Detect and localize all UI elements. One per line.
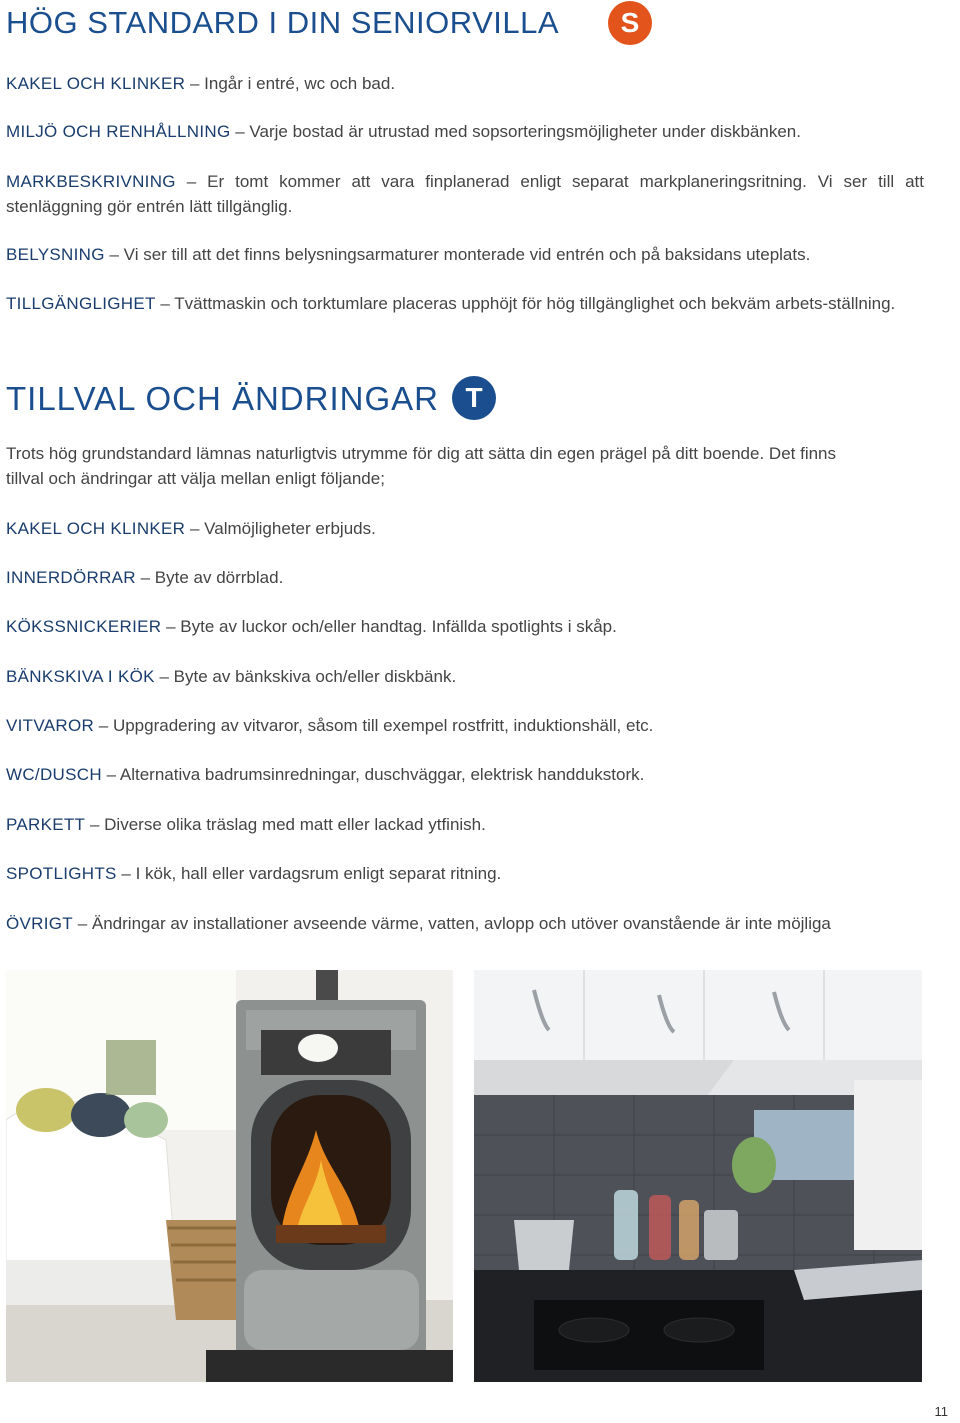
item-term: SPOTLIGHTS (6, 864, 117, 883)
item-text: Valmöjligheter erbjuds. (204, 519, 376, 538)
item-term: KAKEL OCH KLINKER (6, 519, 186, 538)
tillval-item-ovrigt (6, 912, 924, 937)
item-term: BELYSNING (6, 245, 105, 264)
item-dash: – (185, 74, 205, 93)
item-dash: – (85, 815, 105, 834)
standard-item-markbeskrivning (6, 170, 924, 219)
item-text: I kök, hall eller vardagsrum enligt separat ritning. (135, 864, 502, 883)
item-term: MILJÖ OCH RENHÅLLNING (6, 122, 231, 141)
item-term: BÄNKSKIVA I KÖK (6, 667, 155, 686)
item-dash: – (101, 765, 120, 784)
photo-wood-stove (6, 970, 453, 1382)
photo-kitchen (474, 970, 922, 1382)
item-text: Byte av bänkskiva och/eller diskbänk. (173, 667, 457, 686)
item-dash: – (161, 617, 181, 636)
item-term: VITVAROR (6, 716, 95, 735)
item-term: ÖVRIGT (6, 914, 73, 933)
page-title: HÖG STANDARD I DIN SENIORVILLA (6, 5, 560, 40)
item-dash: – (154, 667, 174, 686)
item-dash: – (94, 716, 113, 735)
tillval-item-vitvaror (6, 714, 924, 739)
item-text: Varje bostad är utrustad med sopsorteringsmöjligheter under diskbänken. (249, 122, 801, 141)
tillval-item-kokssnickerier (6, 615, 924, 640)
item-text: Er tomt kommer att vara finplanerad enligt separat markplaneringsritning. Vi ser till att stenläggning gör entrén lätt tillgänglig. (6, 172, 924, 216)
item-text: Ändringar av installationer avseende värme, vatten, avlopp och utöver ovanstående är inte möjliga (91, 914, 831, 933)
standard-item-miljo (6, 120, 924, 145)
tillval-item-parkett (6, 813, 924, 838)
standard-item-kakel (6, 72, 924, 97)
standard-item-tillganglighet (6, 292, 924, 317)
item-term: TILLGÄNGLIGHET (6, 294, 156, 313)
item-text: Byte av luckor och/eller handtag. Infällda spotlights i skåp. (180, 617, 617, 636)
item-text: Tvättmaskin och torktumlare placeras upphöjt för hög tillgänglighet och bekväm arbets-ställning. (174, 294, 896, 313)
wood-stove-illustration (6, 970, 453, 1382)
item-text: Diverse olika träslag med matt eller lackad ytfinish. (104, 815, 486, 834)
item-dash: – (116, 864, 136, 883)
item-dash: – (185, 519, 205, 538)
item-term: KÖKSSNICKERIER (6, 617, 162, 636)
item-text: Byte av dörrblad. (154, 568, 284, 587)
tillval-item-spotlights (6, 862, 924, 887)
tillval-item-bankskiva (6, 665, 924, 690)
standard-s-badge-icon: S (608, 1, 652, 45)
item-term: WC/DUSCH (6, 765, 102, 784)
kitchen-illustration (474, 970, 922, 1382)
item-dash: – (175, 172, 208, 191)
item-text: Alternativa badrumsinredningar, duschväggar, elektrisk handdukstork. (119, 765, 645, 784)
tillval-item-innerdorrar (6, 566, 924, 591)
section-title-tillval: TILLVAL OCH ÄNDRINGAR (6, 380, 439, 417)
item-text: Ingår i entré, wc och bad. (204, 74, 396, 93)
item-term: MARKBESKRIVNING (6, 172, 176, 191)
item-dash: – (230, 122, 250, 141)
item-term: INNERDÖRRAR (6, 568, 136, 587)
item-dash: – (155, 294, 175, 313)
tillval-item-wc-dusch (6, 763, 924, 788)
page-number: 11 (934, 1404, 948, 1419)
item-term: PARKETT (6, 815, 86, 834)
standard-item-belysning (6, 243, 924, 268)
item-term: KAKEL OCH KLINKER (6, 74, 186, 93)
tillval-intro: Trots hög grundstandard lämnas naturligtvis utrymme för dig att sätta din egen prägel på ditt boende. Det finns tillval och ändringar att välja mellan enligt följande; (6, 444, 837, 488)
item-text: Vi ser till att det finns belysningsarmaturer monterade vid entrén och på baksidans uteplats. (123, 245, 811, 264)
item-dash: – (72, 914, 92, 933)
item-dash: – (104, 245, 124, 264)
tillval-t-badge-icon: T (452, 376, 496, 420)
item-dash: – (135, 568, 155, 587)
tillval-item-kakel (6, 517, 924, 542)
item-text: Uppgradering av vitvaror, såsom till exempel rostfritt, induktionshäll, etc. (112, 716, 654, 735)
